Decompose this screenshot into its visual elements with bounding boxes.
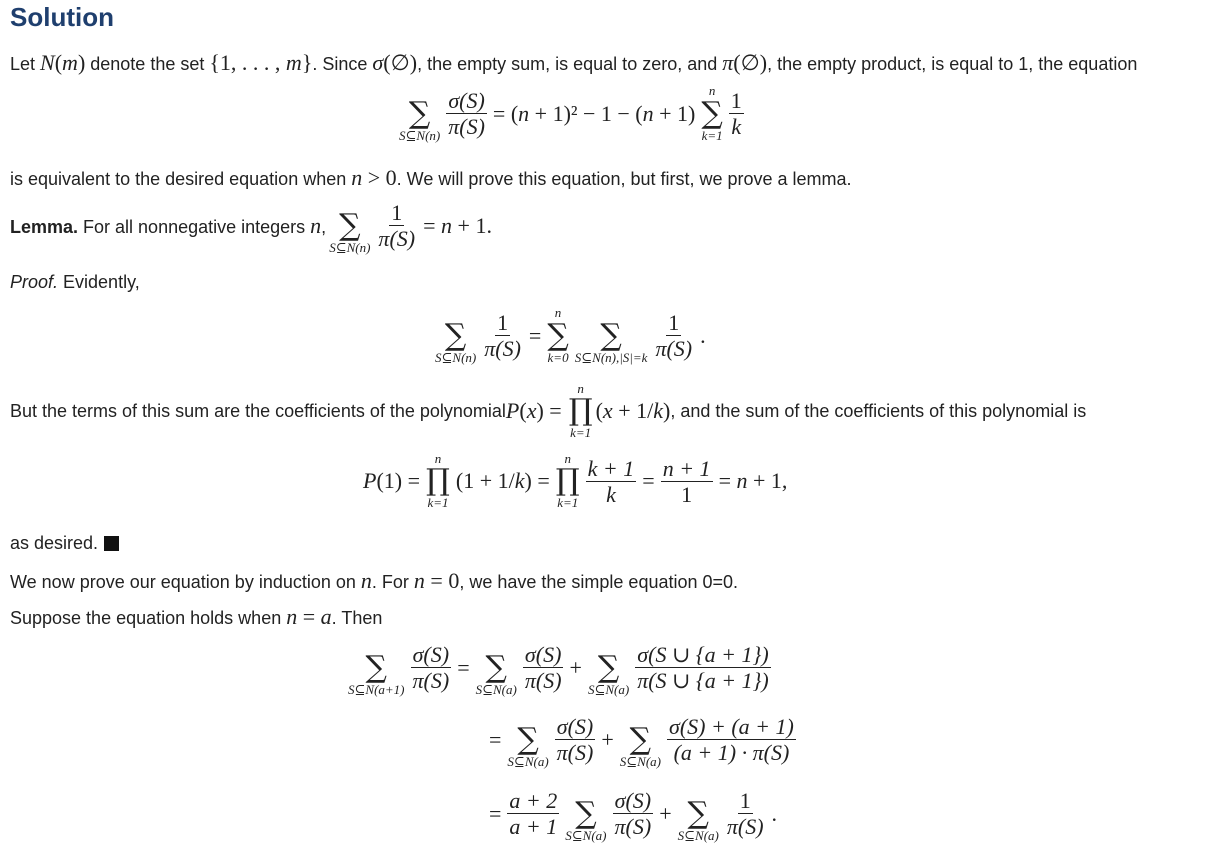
proof-intro: Proof. Evidently, [10, 272, 140, 292]
equation-p-of-one: P(1) = n ∏ k=1 (1 + 1/k) = n ∏ k=1 $\frac{k + 1}{k}$ = $\frac{n + 1}{1}$ = n + 1, [363, 451, 788, 511]
equation-induction-line-1: ∑ S⊆N(a+1) $\frac{\sigma(S)}{\pi(S)}$ = ∑ S⊆N(a) $\frac{\sigma(S)}{\pi(S)}$ + ∑ S⊆N(a) $\frac{\sigma(S \cup \{a + 1\})}{\pi(S \cup \{a + 1\})}$ [348, 641, 769, 697]
paragraph-induction: We now prove our equation by induction on n. For n = 0, we have the simple equation 0=0. [10, 568, 739, 593]
lemma: Lemma. For all nonnegative integers n, ∑ S⊆N(n) $\frac{1}{\pi(S)}$ = n + 1. [10, 199, 492, 255]
paragraph-suppose: Suppose the equation holds when n = a. Then [10, 604, 383, 629]
paragraph-polynomial: But the terms of this sum are the coefficients of the polynomial P(x) = n ∏ k=1 (x + 1/k) , and the sum of the coefficients of this polynomial is [10, 381, 1087, 441]
paragraph-equivalence: is equivalent to the desired equation when n > 0. We will prove this equation, but first, we prove a lemma. [10, 165, 852, 190]
page-title: Solution [10, 2, 114, 32]
paragraph-intro: Let N(m) denote the set {1, . . . , m}. Since σ(∅), the empty sum, is equal to zero, and π(∅), the empty product, is equal to 1, the equation [10, 50, 1138, 75]
equation-induction-line-2: = ∑ S⊆N(a) $\frac{\sigma(S)}{\pi(S)}$ + ∑ S⊆N(a) $\frac{\sigma(S) + (a + 1)}{(a + 1) \cdot \pi(S)}$ [489, 713, 794, 769]
equation-lemma-sum: ∑ S⊆N(n) $\frac{1}{\pi(S)}$ = n ∑ k=0 ∑ S⊆N(n),|S|=k $\frac{1}{\pi(S)}$ . [435, 305, 706, 365]
equation-induction-line-3: = $\frac{a + 2}{a + 1}$ ∑ S⊆N(a) $\frac{\sigma(S)}{\pi(S)}$ + ∑ S⊆N(a) $\frac{1}{\pi(S)}$ . [489, 787, 778, 843]
paragraph-as-desired: as desired. [10, 533, 119, 554]
equation-main: ∑ S⊆N(n) $\frac{\sigma(S)}{\pi(S)}$ = (n + 1)² − 1 − (n + 1) n ∑ k=1 $\frac{1}{k}$ [399, 83, 742, 143]
qed-square-icon [104, 536, 119, 551]
